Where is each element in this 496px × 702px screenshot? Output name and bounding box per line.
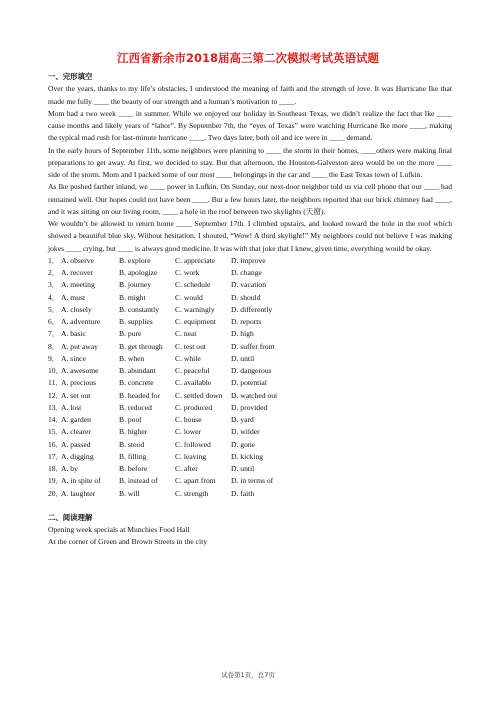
option-c: C. appreciate [175,255,216,265]
option-c: C. warningly [175,304,215,314]
option-b: B. concrete [119,378,154,388]
option-row [48,279,452,291]
option-d: D. improve [231,255,266,265]
question-number: 1． [48,255,60,265]
option-d: D. potential [231,378,267,388]
option-a: A. recover [61,268,94,277]
question-number: 8． [48,341,60,351]
option-a: A. adventure [61,317,101,326]
passage-paragraph: In the early hours of September 11th, some neighbors were planning to ____ the storm in their homes, ____others were making final preparations to get away. At first, we decided to stay. But that afternoon, the Houston-Galveston area would be on the more ____ side of the storm. Mom and I packed some of our most ____ belongings in the car and ____ the East Texas town of Lufkin. [48,145,452,179]
options-list [48,255,452,500]
option-a: A. in spite of [61,476,101,486]
option-d: D. vacation [231,280,267,290]
option-c: C. followed [175,439,211,449]
option-c: C. settled down [175,390,223,400]
option-c: C. neat [175,329,197,339]
option-b: B. apologize [119,268,158,277]
question-number: 12． [48,390,64,400]
option-d: D. change [231,268,262,277]
question-number: 16． [48,439,64,449]
question-number: 14． [48,415,64,424]
section-heading-cloze: 一、完形填空 [48,72,93,81]
option-b: B. journey [119,280,152,290]
option-d: D. differently [231,304,273,314]
option-a: A. garden [61,415,91,424]
option-c: C. apart from [175,476,216,486]
option-row [48,255,452,267]
question-number: 2． [48,268,60,277]
option-row [48,463,452,475]
option-d: D. suffer from [231,341,275,351]
option-a: A. passed [61,439,91,449]
option-c: C. produced [175,402,213,412]
option-b: B. constantly [119,304,160,314]
option-a: A. precious [61,378,97,388]
question-number: 10． [48,366,64,375]
page-content [48,71,452,549]
page-title: 江西省新余市2018届高三第二次模拟考试英语试题 [116,51,379,65]
option-d: D. until [231,464,255,473]
option-a: A. clearer [61,427,91,437]
question-number: 5． [48,304,60,314]
option-d: D. yard [231,415,254,424]
option-row [48,316,452,328]
passage-paragraph: Over the years, thanks to my life’s obstacles, I understood the meaning of faith and the strength of love. It was Hurricane Ike that made me fully ____ the beauty of our strength and a human’s motivation to ____. [48,84,452,106]
question-number: 15． [48,427,64,437]
option-a: A. must [61,292,86,302]
option-d: D. watched out [231,390,278,400]
option-a: A. since [61,353,86,363]
question-number: 17． [48,451,64,461]
question-number: 18． [48,464,64,473]
option-d: D. gone [231,439,256,449]
reading-line: Opening week specials at Munchies Food Hall [48,525,190,534]
option-c: C. after [175,464,198,473]
option-c: C. house [175,415,202,424]
option-c: C. while [175,353,201,363]
question-number: 7． [48,329,60,339]
option-a: A. set out [61,390,91,400]
option-d: D. in terms of [231,476,274,486]
section-heading-reading: 二、阅读理解 [48,512,93,522]
option-a: A. observe [61,255,94,265]
passage-paragraph: We wouldn’t be allowed to return home ____ September 17th. I climbed upstairs, and looked toward the hole in the roof which showed a beautiful blue sky. Without hesitation, I shouted, “Wow! A third skylight!” My neighbors could not believe I was making jokes ____ crying, but ____ is always good medicine. It was with that joke that I knew, given time, everything would be okay. [48,219,452,253]
option-b: B. before [119,464,148,473]
option-row [48,341,452,353]
option-row [48,451,452,463]
question-number: 19． [48,476,64,486]
option-row [48,267,452,279]
option-a: A. lost [61,402,82,412]
option-d: D. should [231,292,261,302]
question-number: 9． [48,353,60,363]
option-a: A. basic [61,329,86,339]
option-b: B. explore [119,255,151,265]
option-c: C. equipment [175,317,216,326]
option-b: B. stood [119,439,145,449]
option-a: A. closely [61,304,92,314]
option-b: B. headed for [119,390,161,400]
option-c: C. available [175,378,212,388]
option-b: B. higher [119,427,148,437]
option-row [48,292,452,304]
question-number: 3． [48,280,60,290]
question-number: 6． [48,317,60,326]
option-c: C. test out [175,341,207,351]
option-b: B. supplies [119,317,153,326]
option-b: B. get through [119,341,163,351]
option-d: D. wilder [231,427,260,437]
option-d: D. kicking [231,451,264,461]
option-b: B. filling [119,451,147,461]
option-c: C. work [175,268,200,277]
option-d: D. provided [231,402,268,412]
option-b: B. abundant [119,366,156,375]
passage-paragraph: Mom had a two week ____ in summer. While we enjoyed our holiday in Southeast Texas, we didn’t realize the fact that Ike ____ cause months and likely years of “labor”. By September 7th, the “eyes of Texas” were watching Hurricane Ike more ____, making the typical mad rush for last-minute hurricane ____. Two days later, both oil and ice were in ____ demand. [48,108,452,143]
option-b: B. will [119,488,140,498]
option-c: C. leaving [175,451,207,461]
option-c: C. schedule [175,280,211,290]
option-row [48,353,452,365]
option-row [48,304,452,316]
option-d: D. faith [231,488,255,498]
passage-paragraph: As Ike pushed farther inland, we ____ power in Lufkin. On Sunday, our next-door neighbor told us via cell phone that our ____ had remained well. Our hopes could not have been ____. But a few hours later, the neighbors reported that our brick chimney had ____, and it was sitting on our living room, ____ a hole in the roof between two skylights (天窗). [48,182,452,216]
option-row [48,328,452,340]
reading-line: At the corner of Green and Brown Streets in the city [48,537,207,547]
option-row [48,426,452,438]
option-row [48,402,452,414]
option-a: A. by [61,464,78,473]
option-d: D. reports [231,317,262,326]
question-number: 11． [48,378,63,388]
option-d: D. dangerous [231,366,272,375]
option-a: A. digging [61,451,94,461]
option-d: D. high [231,329,254,339]
option-c: C. would [175,292,203,302]
option-b: B. reduced [119,402,152,412]
option-row [48,390,452,402]
option-b: B. when [119,353,145,363]
option-row [48,377,452,389]
option-a: A. awesome [61,366,99,375]
option-c: C. lower [175,427,202,437]
option-b: B. might [119,292,146,302]
option-row [48,475,452,487]
option-row [48,365,452,377]
question-number: 20． [48,488,64,498]
question-number: 13． [48,402,64,412]
page-footer: 试卷第1页，总7页 [221,671,275,679]
question-number: 4． [48,292,60,302]
option-row [48,488,452,500]
option-row [48,414,452,426]
option-a: A. laughter [61,488,96,498]
option-a: A. meeting [61,280,95,290]
option-row [48,439,452,451]
option-c: C. peaceful [175,366,210,375]
option-b: B. instead of [119,476,158,486]
option-a: A. put away [61,341,98,351]
option-b: B. pure [119,329,142,339]
option-c: C. strength [175,488,209,498]
option-b: B. pool [119,415,142,424]
option-d: D. until [231,353,255,363]
